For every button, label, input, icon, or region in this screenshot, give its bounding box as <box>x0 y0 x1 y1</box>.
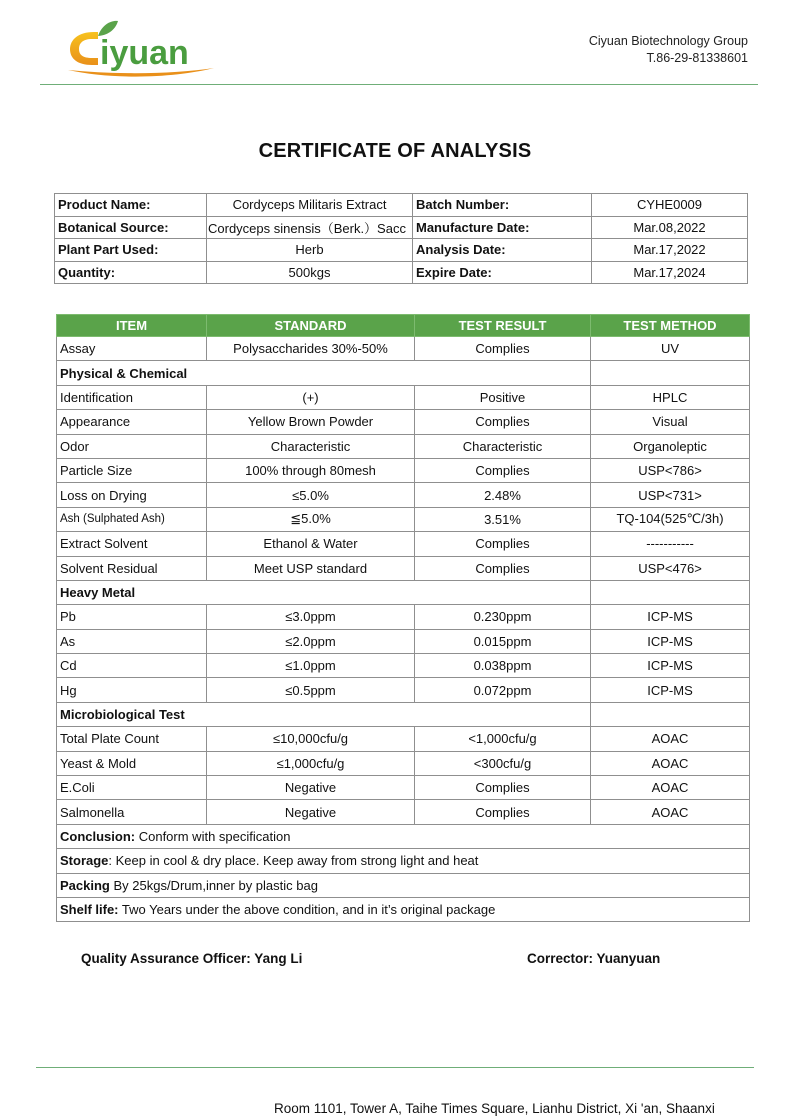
conclusion-cell <box>57 824 750 848</box>
table-row <box>57 751 750 775</box>
cell-method: AOAC <box>591 751 750 775</box>
header-divider <box>40 84 758 85</box>
cell-item: Solvent Residual <box>57 556 207 580</box>
cell-item: E.Coli <box>57 776 207 800</box>
cell-item: As <box>57 629 207 653</box>
cell-method: ICP-MS <box>591 678 750 702</box>
cell-standard: ≤3.0ppm <box>207 605 415 629</box>
cell-result: Characteristic <box>415 434 591 458</box>
cell-standard: ≦5.0% <box>207 507 415 531</box>
table-row <box>57 458 750 482</box>
cell-result: Positive <box>415 385 591 409</box>
cell-standard: ≤2.0ppm <box>207 629 415 653</box>
info-value: Cordyceps sinensis（Berk.）Sacc <box>207 216 413 239</box>
table-row <box>57 605 750 629</box>
column-header-test-result: TEST RESULT <box>415 315 591 337</box>
info-value: Mar.17,2022 <box>592 239 748 262</box>
section-row-physical <box>57 361 750 385</box>
cell-method: USP<786> <box>591 458 750 482</box>
cell-item: Ash (Sulphated Ash) <box>57 507 207 531</box>
info-value: Mar.08,2022 <box>592 216 748 239</box>
cell-item: Assay <box>57 337 207 361</box>
cell-item: Hg <box>57 678 207 702</box>
cell-result: 0.038ppm <box>415 654 591 678</box>
cell-result: Complies <box>415 337 591 361</box>
cell-item: Extract Solvent <box>57 532 207 556</box>
cell-item: Salmonella <box>57 800 207 824</box>
cell-result: 3.51% <box>415 507 591 531</box>
cell-standard: Meet USP standard <box>207 556 415 580</box>
conclusion-text: Conform with specification <box>135 829 291 844</box>
info-label: Analysis Date: <box>413 239 592 262</box>
cell-method: AOAC <box>591 776 750 800</box>
cell-method: Visual <box>591 410 750 434</box>
company-contact <box>589 33 748 67</box>
table-row <box>57 629 750 653</box>
info-value: 500kgs <box>207 261 413 284</box>
cell-method: UV <box>591 337 750 361</box>
table-header-row <box>57 315 750 337</box>
cell-method: ----------- <box>591 532 750 556</box>
company-phone: T.86-29-81338601 <box>646 51 748 65</box>
company-name: Ciyuan Biotechnology Group <box>588 34 748 48</box>
cell-standard: ≤1,000cfu/g <box>207 751 415 775</box>
cell-method: HPLC <box>591 385 750 409</box>
cell-item: Total Plate Count <box>57 727 207 751</box>
table-row <box>57 483 750 507</box>
empty-cell <box>591 361 750 385</box>
empty-cell <box>591 580 750 604</box>
packing-row <box>57 873 750 897</box>
storage-cell <box>57 849 750 873</box>
table-row <box>57 776 750 800</box>
section-heading: Physical & Chemical <box>57 361 591 385</box>
info-label: Product Name: <box>55 194 207 217</box>
cell-result: 0.072ppm <box>415 678 591 702</box>
table-row <box>57 556 750 580</box>
cell-method: TQ-104(525℃/3h) <box>591 507 750 531</box>
company-logo <box>64 18 234 82</box>
cell-standard: ≤0.5ppm <box>207 678 415 702</box>
info-value: CYHE0009 <box>592 194 748 217</box>
cell-standard: Yellow Brown Powder <box>207 410 415 434</box>
storage-label: Storage <box>60 853 109 869</box>
cell-result: Complies <box>415 458 591 482</box>
empty-cell <box>591 702 750 726</box>
info-label: Botanical Source: <box>55 216 207 239</box>
info-label: Quantity: <box>55 261 207 284</box>
cell-standard: ≤5.0% <box>207 483 415 507</box>
section-row-microbiological <box>57 702 750 726</box>
company-address: Room 1101, Tower A, Taihe Times Square, Lianhu District, Xi 'an, Shaanxi <box>274 1101 715 1116</box>
cell-standard: ≤1.0ppm <box>207 654 415 678</box>
cell-result: 0.015ppm <box>415 629 591 653</box>
cell-item: Odor <box>57 434 207 458</box>
info-label: Expire Date: <box>413 261 592 284</box>
cell-result: <1,000cfu/g <box>415 727 591 751</box>
cell-result: 2.48% <box>415 483 591 507</box>
cell-standard: Polysaccharides 30%-50% <box>207 337 415 361</box>
packing-text: By 25kgs/Drum,inner by plastic bag <box>109 877 318 893</box>
cell-item: Loss on Drying <box>57 483 207 507</box>
table-row <box>55 194 748 217</box>
storage-text: : Keep in cool & dry place. Keep away from strong light and heat <box>108 853 479 869</box>
table-row <box>57 532 750 556</box>
column-header-standard: STANDARD <box>207 315 415 337</box>
cell-method: USP<731> <box>591 483 750 507</box>
table-row <box>57 385 750 409</box>
cell-standard: ≤10,000cfu/g <box>207 727 415 751</box>
cell-standard: (+) <box>207 385 415 409</box>
cell-item: Yeast & Mold <box>57 751 207 775</box>
info-value: Cordyceps Militaris Extract <box>207 194 413 217</box>
info-label: Plant Part Used: <box>55 239 207 262</box>
info-label: Batch Number: <box>413 194 592 217</box>
shelf-life-row <box>57 897 750 921</box>
table-row <box>57 727 750 751</box>
conclusion-row <box>57 824 750 848</box>
section-row-heavy-metal <box>57 580 750 604</box>
cell-result: Complies <box>415 800 591 824</box>
cell-method: USP<476> <box>591 556 750 580</box>
cell-method: ICP-MS <box>591 629 750 653</box>
cell-method: AOAC <box>591 800 750 824</box>
corrector-signature: Corrector: Yuanyuan <box>527 951 661 966</box>
cell-standard: Ethanol & Water <box>207 532 415 556</box>
cell-standard: Negative <box>207 800 415 824</box>
info-value: Mar.17,2024 <box>592 261 748 284</box>
info-label: Manufacture Date: <box>413 216 592 239</box>
shelf-life-label: Shelf life: <box>60 902 119 918</box>
table-row <box>57 337 750 361</box>
section-heading: Microbiological Test <box>57 702 591 726</box>
cell-standard: 100% through 80mesh <box>207 458 415 482</box>
conclusion-label: Conclusion: <box>60 829 136 844</box>
storage-row <box>57 849 750 873</box>
logo-wordmark: iyuan <box>100 34 189 72</box>
table-row <box>57 654 750 678</box>
table-row <box>55 216 748 239</box>
table-row <box>57 800 750 824</box>
cell-result: 0.230ppm <box>415 605 591 629</box>
info-value: Herb <box>207 239 413 262</box>
shelf-life-cell <box>57 897 750 921</box>
document-title: CERTIFICATE OF ANALYSIS <box>258 140 532 162</box>
cell-result: Complies <box>415 532 591 556</box>
column-header-item: ITEM <box>57 315 207 337</box>
cell-result: Complies <box>415 776 591 800</box>
product-info-table <box>54 193 748 284</box>
packing-label: Packing <box>60 877 110 893</box>
table-row <box>57 507 750 531</box>
packing-cell <box>57 873 750 897</box>
cell-standard: Negative <box>207 776 415 800</box>
cell-method: Organoleptic <box>591 434 750 458</box>
footer-divider <box>36 1067 754 1068</box>
section-heading: Heavy Metal <box>57 580 591 604</box>
cell-result: Complies <box>415 556 591 580</box>
cell-result: <300cfu/g <box>415 751 591 775</box>
cell-method: AOAC <box>591 727 750 751</box>
cell-standard: Characteristic <box>207 434 415 458</box>
cell-item: Cd <box>57 654 207 678</box>
cell-item: Appearance <box>57 410 207 434</box>
table-row <box>57 678 750 702</box>
cell-method: ICP-MS <box>591 654 750 678</box>
cell-method: ICP-MS <box>591 605 750 629</box>
table-row <box>57 410 750 434</box>
cell-item: Pb <box>57 605 207 629</box>
cell-item: Particle Size <box>57 458 207 482</box>
qa-officer-signature: Quality Assurance Officer: Yang Li <box>81 951 303 966</box>
cell-result: Complies <box>415 410 591 434</box>
cell-item: Identification <box>57 385 207 409</box>
column-header-test-method: TEST METHOD <box>591 315 750 337</box>
analysis-results-table <box>56 314 750 922</box>
table-row <box>55 239 748 262</box>
shelf-life-text: Two Years under the above condition, and in it’s original package <box>118 902 496 918</box>
table-row <box>57 434 750 458</box>
table-row <box>55 261 748 284</box>
